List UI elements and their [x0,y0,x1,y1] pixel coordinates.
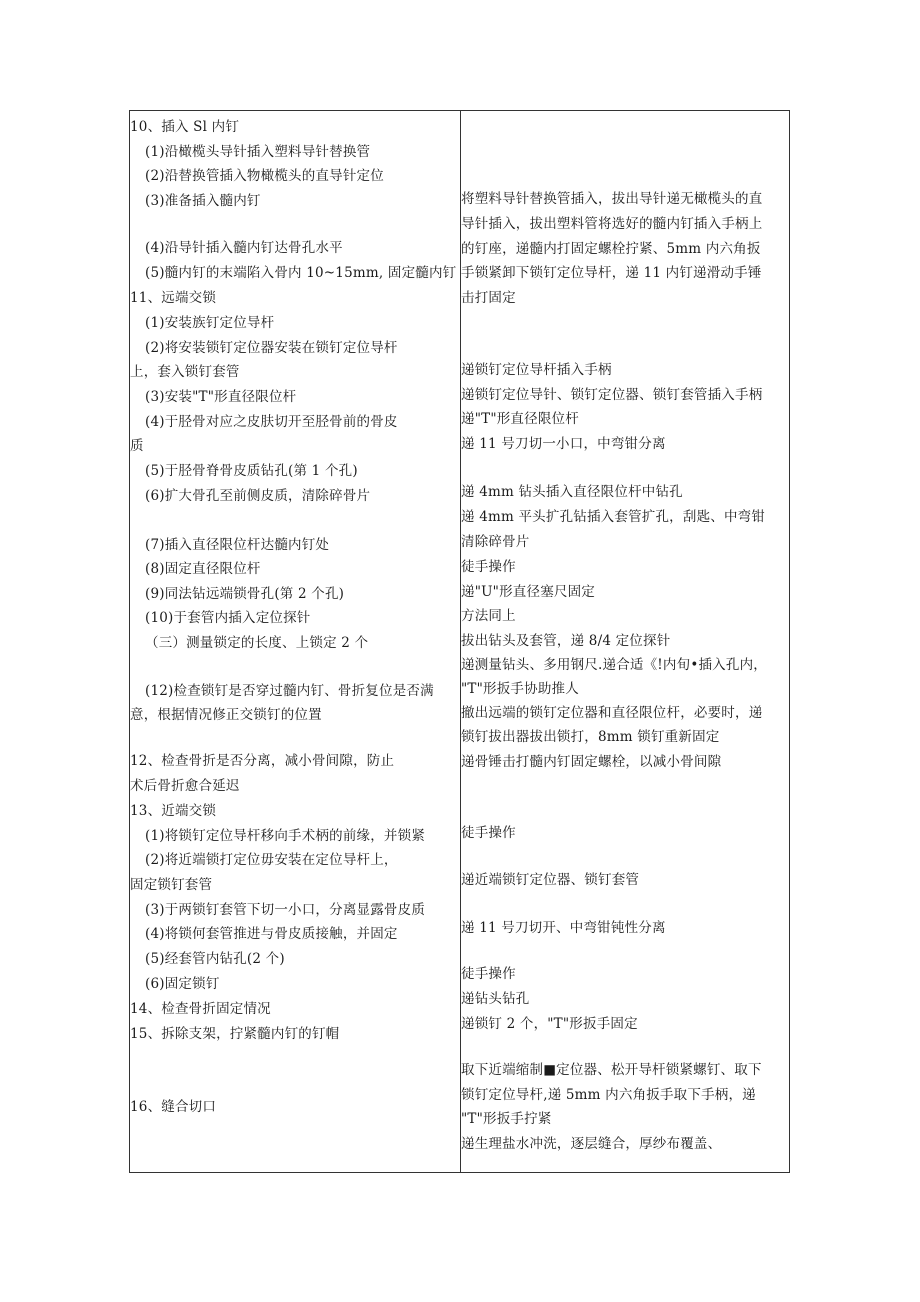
step-line: 意，根据情况修正交锁钉的位置 [130,707,322,723]
step-line: (7)插入直径限位杆达髓内钉处 [145,537,330,553]
action-line: 导针插入，拔出塑料管将选好的髓内钉插入手柄上 [461,216,763,232]
action-line: 徒手操作 [461,966,516,982]
step-line: (9)同法钻远端锁骨孔(第 2 个孔) [145,586,345,602]
step-line: (4)沿导针插入髓内钉达骨孔水平 [145,240,343,256]
step-line: 固定锁钉套管 [130,877,213,893]
step-line: (2)将近端锁打定位毋安装在定位导杆上， [145,852,398,868]
action-line: 递锁钉定位导针、锁钉定位器、锁钉套管插入手柄 [461,387,763,403]
action-line: 方法同上 [461,608,516,624]
action-line: 撤出远端的锁钉定位器和直径限位杆，必要时，递 [461,705,763,721]
step-line: (1)安装族钉定位导杆 [145,315,275,331]
step-line: (6)固定锁钉 [145,976,220,992]
action-line: 递 4mm 平头扩孔钻插入套管扩孔，刮匙、中弯钳 [461,509,766,525]
step-line: (1)沿橄榄头导针插入塑料导针替换管 [145,144,371,160]
step-line: 质 [130,438,144,454]
step-line: 11、远端交锁 [130,290,217,306]
step-line: (2)沿替换管插入物橄榄头的直导针定位 [145,168,384,184]
action-line: 递 4mm 钻头插入直径限位杆中钻孔 [461,484,683,500]
action-line: 将塑料导针替换管插入，拔出导针递无橄榄头的直 [461,191,763,207]
step-line: (5)于胫骨脊骨皮质钻孔(第 1 个孔) [145,463,358,479]
step-line: 16、缝合切口 [130,1099,217,1115]
step-line: (5)髓内钉的末端陷入骨内 10~15mm, 固定髓内钉 [145,265,457,281]
action-line: 的钉座，递髓内打固定螺栓拧紧、5mm 内六角扳 [461,241,761,257]
step-line: (3)于两锁钉套管下切一小口，分离显露骨皮质 [145,902,426,918]
step-line: (3)安装"T"形直径限位杆 [145,389,297,405]
step-line: (1)将锁钉定位导杆移向手术柄的前缘，并锁紧 [145,828,426,844]
step-line: 14、检查骨折固定情况 [130,1001,271,1017]
step-line: (10)于套管内插入定位探针 [145,610,311,626]
action-line: 递 11 号刀切一小口，中弯钳分离 [461,436,666,452]
action-line: 锁钉拔出器拔出锁打，8mm 锁钉重新固定 [461,729,720,745]
step-line: (8)固定直径限位杆 [145,561,261,577]
step-line: 13、近端交锁 [130,803,217,819]
action-line: 递骨锤击打髓内钉固定螺栓，以减小骨间隙 [461,754,722,770]
action-line: "T"形扳手协助推人 [461,681,579,697]
action-line: 清除碎骨片 [461,534,530,550]
step-line: (2)将安装锁钉定位器安装在锁钉定位导杆 [145,340,398,356]
action-line: 递"U"形直径塞尺固定 [461,584,595,600]
action-line: 递生理盐水冲洗，逐层缝合，厚纱布覆盖、 [461,1136,722,1152]
step-line: (4)于胫骨对应之皮肤切开至胫骨前的骨皮 [145,414,398,430]
action-line: 击打固定 [461,290,516,306]
step-line: 上，套入锁钉套管 [130,364,240,380]
step-line: 10、插入 Sl 内钉 [130,119,240,135]
action-line: 递钻头钻孔 [461,991,530,1007]
action-line: 递锁钉定位导杆插入手柄 [461,362,612,378]
action-line: 锁钉定位导杆,递 5mm 内六角扳手取下手柄，递 [461,1087,756,1103]
procedure-table [129,110,790,1173]
step-line: 12、检查骨折是否分离，减小骨间隙，防止 [130,753,395,769]
action-line: 递锁钉 2 个，"T"形扳手固定 [461,1016,638,1032]
step-line: (6)扩大骨孔至前侧皮质，清除碎骨片 [145,488,371,504]
step-line: (12)检查锁钉是否穿过髓内钉、骨折复位是否满 [145,683,434,699]
action-line: "T"形扳手拧紧 [461,1111,552,1127]
step-line: （三）测量锁定的长度、上锁定 2 个 [145,635,369,651]
action-line: 徒手操作 [461,559,516,575]
action-line: 取下近端缩制■定位器、松开导杆锁紧螺钉、取下 [461,1062,762,1078]
action-line: 递近端锁钉定位器、锁钉套管 [461,872,640,888]
action-line: 徒手操作 [461,825,516,841]
action-line: 手锁紧卸下锁钉定位导杆，递 11 内钉递滑动手锤 [461,265,762,281]
step-line: (3)准备插入髓内钉 [145,193,261,209]
step-line: (4)将锁何套管推进与骨皮质接触，并固定 [145,926,398,942]
action-line: 递"T"形直径限位杆 [461,411,579,427]
action-line: 递测量钻头、多用钢尺.递合适《!内旬•插入孔内， [461,657,767,673]
step-line: (5)经套管内钻孔(2 个) [145,951,285,967]
step-line: 15、拆除支架，拧紧髓内钉的钉帽 [130,1026,340,1042]
action-line: 递 11 号刀切开、中弯钳钝性分离 [461,920,666,936]
step-line: 术后骨折愈合延迟 [130,778,240,794]
action-line: 拔出钻头及套管，递 8/4 定位探针 [461,633,671,649]
